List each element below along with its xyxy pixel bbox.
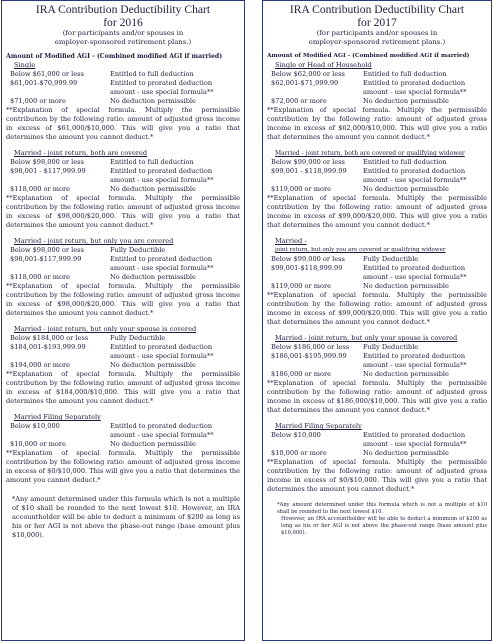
income-range: $10,000 or more — [271, 449, 327, 457]
chart-year: for 2016 — [103, 16, 143, 29]
formula-explanation: **Explanation of special formula. Multiply the permissible contribution by the following ratio: amount of adjusted gross income in excess of $99,000/$20,000. This will give you a ratio that determines the amount you cannot deduct.* — [267, 291, 487, 326]
income-range: Below $62,000 or less — [271, 70, 345, 78]
filing-section — [6, 149, 240, 230]
deduction-rule: Fully Deductible — [363, 343, 419, 351]
income-row — [6, 343, 240, 352]
income-row — [6, 158, 240, 167]
income-row — [267, 449, 487, 458]
chart-year: for 2017 — [357, 16, 397, 29]
deduction-rule: amount - use special formula** — [110, 264, 214, 272]
income-row — [267, 361, 487, 370]
income-row — [267, 185, 487, 194]
filing-status: Married - joint return, both are covered — [14, 149, 148, 157]
formula-explanation: **Explanation of special formula. Multiply the permissible contribution by the following ratio: amount of adjusted gross income in excess of $98,000/$20,000. This will give you a ratio that determines the amount you cannot deduct.* — [6, 194, 240, 229]
deduction-rule: No deduction permissible — [110, 185, 196, 193]
income-row — [267, 255, 487, 264]
income-row — [267, 352, 487, 361]
income-range: $71,000 or more — [10, 97, 66, 105]
filing-section — [267, 149, 487, 230]
income-row — [267, 88, 487, 97]
deduction-rule: amount - use special formula** — [363, 361, 467, 369]
deduction-rule: Entitled to prorated deduction — [363, 431, 466, 439]
deduction-rule: amount - use special formula** — [110, 176, 214, 184]
deduction-rule: Entitled to prorated deduction — [363, 167, 466, 175]
filing-status: Married Filing Separately — [275, 422, 362, 430]
income-range: $186,000 or more — [271, 370, 332, 378]
income-row — [267, 440, 487, 449]
income-range — [267, 273, 363, 282]
income-range: $118,000 or more — [10, 185, 71, 193]
deduction-rule: No deduction permissible — [110, 440, 196, 448]
income-row — [6, 97, 240, 106]
income-range: Below $184,000 or less — [10, 334, 89, 342]
deduction-rule: Entitled to full deduction — [363, 70, 447, 78]
income-range: $119,000 or more — [271, 282, 332, 290]
formula-explanation: **Explanation of special formula. Multiply the permissible contribution by the following ratio: amount of adjusted gross income in excess of $0/$10,000. This will give you a ratio that determines the amount you cannot deduct.* — [6, 449, 240, 484]
deduction-rule: amount - use special formula** — [363, 440, 467, 448]
filing-status: Single — [14, 61, 36, 69]
deduction-rule: Entitled to full deduction — [363, 158, 447, 166]
chart-2016-panel — [1, 0, 245, 641]
income-range: Below $99,000 or less — [271, 158, 345, 166]
income-row — [267, 79, 487, 88]
income-row — [267, 264, 487, 273]
income-row — [6, 334, 240, 343]
rounding-footnote-line: *Any amount determined under this formula which is not a multiple of $10 shall be rounded to the next lowest $10. — [277, 502, 487, 515]
formula-explanation: **Explanation of special formula. Multiply the permissible contribution by the following ratio: amount of adjusted gross income in excess of $186,000/$10,000. This will give you a ratio that determines the amount you cannot deduct.* — [267, 379, 487, 414]
deduction-rule: Fully Deductible — [110, 334, 166, 342]
income-range — [267, 176, 363, 185]
formula-explanation: **Explanation of special formula. Multiply the permissible contribution by the following ratio: amount of adjusted gross income in excess of $98,000/$20,000. This will give you a ratio that determines the amount you cannot deduct.* — [6, 282, 240, 317]
income-range — [267, 440, 363, 449]
income-range — [6, 431, 110, 440]
income-range: Below $99,000 or less — [271, 255, 345, 263]
deduction-rule: amount - use special formula** — [110, 431, 214, 439]
chart-subtitle: employer-sponsored retirement plans.) — [308, 38, 446, 46]
income-row — [6, 88, 240, 97]
income-range — [6, 176, 110, 185]
income-range: $99,001-$118,999.99 — [271, 264, 343, 272]
formula-explanation: **Explanation of special formula. Multiply the permissible contribution by the following ratio: amount of adjusted gross income in excess of $61,000/$10,000. This will give you a ratio that determines the amount you cannot deduct.* — [6, 106, 240, 141]
filing-section — [6, 237, 240, 318]
filing-status: Married - — [275, 237, 307, 245]
filing-status: Married - joint return, but only you are covered — [14, 237, 174, 245]
income-row — [6, 431, 240, 440]
agi-heading: Amount of Modified AGI - (Combined modified AGI if married) — [6, 53, 223, 60]
deduction-rule: amount - use special formula** — [363, 176, 467, 184]
rounding-footnote — [267, 502, 487, 537]
chart-subtitle: (for participants and/or spouses in — [316, 29, 438, 37]
income-row — [267, 70, 487, 79]
deduction-rule: Entitled to prorated deduction — [110, 343, 213, 351]
income-row — [6, 361, 240, 370]
formula-explanation: **Explanation of special formula. Multiply the permissible contribution by the following ratio: amount of adjusted gross income in excess of $99,000/$20,000. This will give you a ratio that determines the amount you cannot deduct.* — [267, 194, 487, 229]
filing-status: Married - joint return, both are covered or qualifying widower — [275, 150, 465, 157]
income-range — [267, 361, 363, 370]
formula-explanation: **Explanation of special formula. Multiply the permissible contribution by the following ratio: amount of adjusted gross income in excess of $0/$10,000. This will give you a ratio that determines the amount you cannot deduct.* — [267, 458, 487, 493]
deduction-rule: No deduction permissible — [110, 273, 196, 281]
filing-status: Married - joint return, but only your spouse is covered — [275, 334, 458, 342]
income-row — [267, 282, 487, 291]
income-range: Below $61,000 or less — [10, 70, 84, 78]
income-range: $99,001 - $118,999.99 — [271, 167, 347, 175]
income-row — [6, 185, 240, 194]
income-row — [267, 370, 487, 379]
deduction-rule: Fully Deductible — [110, 246, 166, 254]
income-row — [6, 255, 240, 264]
filing-section — [6, 413, 240, 485]
chart-2017-panel — [262, 0, 492, 641]
deduction-rule: No deduction permissible — [363, 185, 449, 193]
deduction-rule: Entitled to prorated deduction — [110, 422, 213, 430]
deduction-rule: amount - use special formula** — [363, 88, 467, 96]
income-range: $10,000 or more — [10, 440, 66, 448]
income-row — [267, 273, 487, 282]
deduction-rule: Entitled to prorated deduction — [363, 352, 466, 360]
income-range: $118,000 or more — [10, 273, 71, 281]
chart-subtitle: employer-sponsored retirement plans.) — [54, 38, 192, 46]
income-row — [6, 246, 240, 255]
income-row — [6, 176, 240, 185]
agi-heading: Amount of Modified AGI - (Combined modified AGI if married) — [267, 53, 470, 59]
income-range: Below $186,000 or less — [271, 343, 350, 351]
income-range — [267, 88, 363, 97]
deduction-rule: No deduction permissible — [363, 449, 449, 457]
deduction-rule: amount - use special formula** — [110, 352, 214, 360]
income-range: $119,000 or more — [271, 185, 332, 193]
income-row — [6, 440, 240, 449]
income-range — [6, 88, 110, 97]
income-range: $186,001-$195,999.99 — [271, 352, 347, 360]
income-row — [267, 97, 487, 106]
deduction-rule: Entitled to prorated deduction — [110, 255, 213, 263]
income-row — [267, 158, 487, 167]
filing-status: Single or Head of Household — [275, 61, 372, 69]
minimum-deduction-footnote: However, an IRA accountholder will be able to deduct a minimum of $200 as long as his or her AGI is not above the phase-out range (base amount plus $10,000). — [281, 516, 487, 536]
income-range: Below $98,000 or less — [10, 158, 84, 166]
income-row — [6, 273, 240, 282]
filing-section — [267, 61, 487, 142]
deduction-rule: No deduction permissible — [363, 282, 449, 290]
income-row — [6, 264, 240, 273]
income-range: $98,001 - $117,999.99 — [10, 167, 86, 175]
income-range — [6, 264, 110, 273]
income-range: $184,001-$193,999.99 — [10, 343, 86, 351]
rounding-footnote: *Any amount determined under this formula which is not a multiple of $10 shall be rounded to the next lowest $10. However, an IRA accountholder will be able to deduct a minimum of $200 as long as his or her AGI is not above the phase-out range (base amount plus $10,000). — [12, 495, 240, 539]
income-row — [6, 79, 240, 88]
chart-subtitle: (for participants and/or spouses in — [62, 29, 184, 37]
deduction-rule: Fully Deductible — [363, 255, 419, 263]
income-range: $61,001-$70,999.99 — [10, 79, 78, 87]
income-range: $62,001-$71,999.99 — [271, 79, 339, 87]
income-row — [6, 352, 240, 361]
deduction-rule: Entitled to prorated deduction — [110, 79, 213, 87]
deduction-rule: Entitled to prorated deduction — [363, 264, 466, 272]
deduction-rule: Entitled to prorated deduction — [110, 167, 213, 175]
income-range — [6, 352, 110, 361]
income-row — [267, 343, 487, 352]
income-row — [6, 422, 240, 431]
income-range: $98,001-$117,999.99 — [10, 255, 82, 263]
income-row — [267, 176, 487, 185]
deduction-rule: amount - use special formula** — [363, 273, 467, 281]
deduction-rule: Entitled to full deduction — [110, 70, 194, 78]
income-row — [267, 167, 487, 176]
filing-section — [267, 334, 487, 415]
income-row — [6, 167, 240, 176]
deduction-rule: No deduction permissible — [363, 97, 449, 105]
filing-status: Married Filing Separately — [14, 413, 101, 421]
income-row — [267, 431, 487, 440]
deduction-rule: Entitled to full deduction — [110, 158, 194, 166]
income-range: Below $98,000 or less — [10, 246, 84, 254]
deduction-rule: No deduction permissible — [363, 370, 449, 378]
filing-status-detail: joint return, but only you are covered or qualifying widower — [275, 247, 446, 253]
filing-section — [267, 422, 487, 494]
filing-status: Married - joint return, but only your spouse is covered — [14, 325, 197, 333]
income-range: Below $10,000 — [10, 422, 60, 430]
chart-title: IRA Contribution Deductibility Chart — [289, 3, 465, 16]
deduction-rule: amount - use special formula** — [110, 88, 214, 96]
filing-section — [6, 61, 240, 142]
chart-title: IRA Contribution Deductibility Chart — [35, 3, 211, 16]
deduction-rule: No deduction permissible — [110, 361, 196, 369]
formula-explanation: **Explanation of special formula. Multiply the permissible contribution by the following ratio: amount of adjusted gross income in excess of $184,000/$10,000. This will give you a ratio that determines the amount you cannot deduct.* — [6, 370, 240, 405]
income-range: $72,000 or more — [271, 97, 327, 105]
income-row — [6, 70, 240, 79]
deduction-rule: No deduction permissible — [110, 97, 196, 105]
formula-explanation: **Explanation of special formula. Multiply the permissible contribution by the following ratio: amount of adjusted gross income in excess of $62,000/$10,000. This will give you a ratio that determines the amount you cannot deduct.* — [267, 106, 487, 141]
income-range: Below $10,000 — [271, 431, 321, 439]
filing-section — [267, 237, 487, 327]
income-range: $194,000 or more — [10, 361, 71, 369]
filing-section — [6, 325, 240, 406]
deduction-rule: Entitled to prorated deduction — [363, 79, 466, 87]
